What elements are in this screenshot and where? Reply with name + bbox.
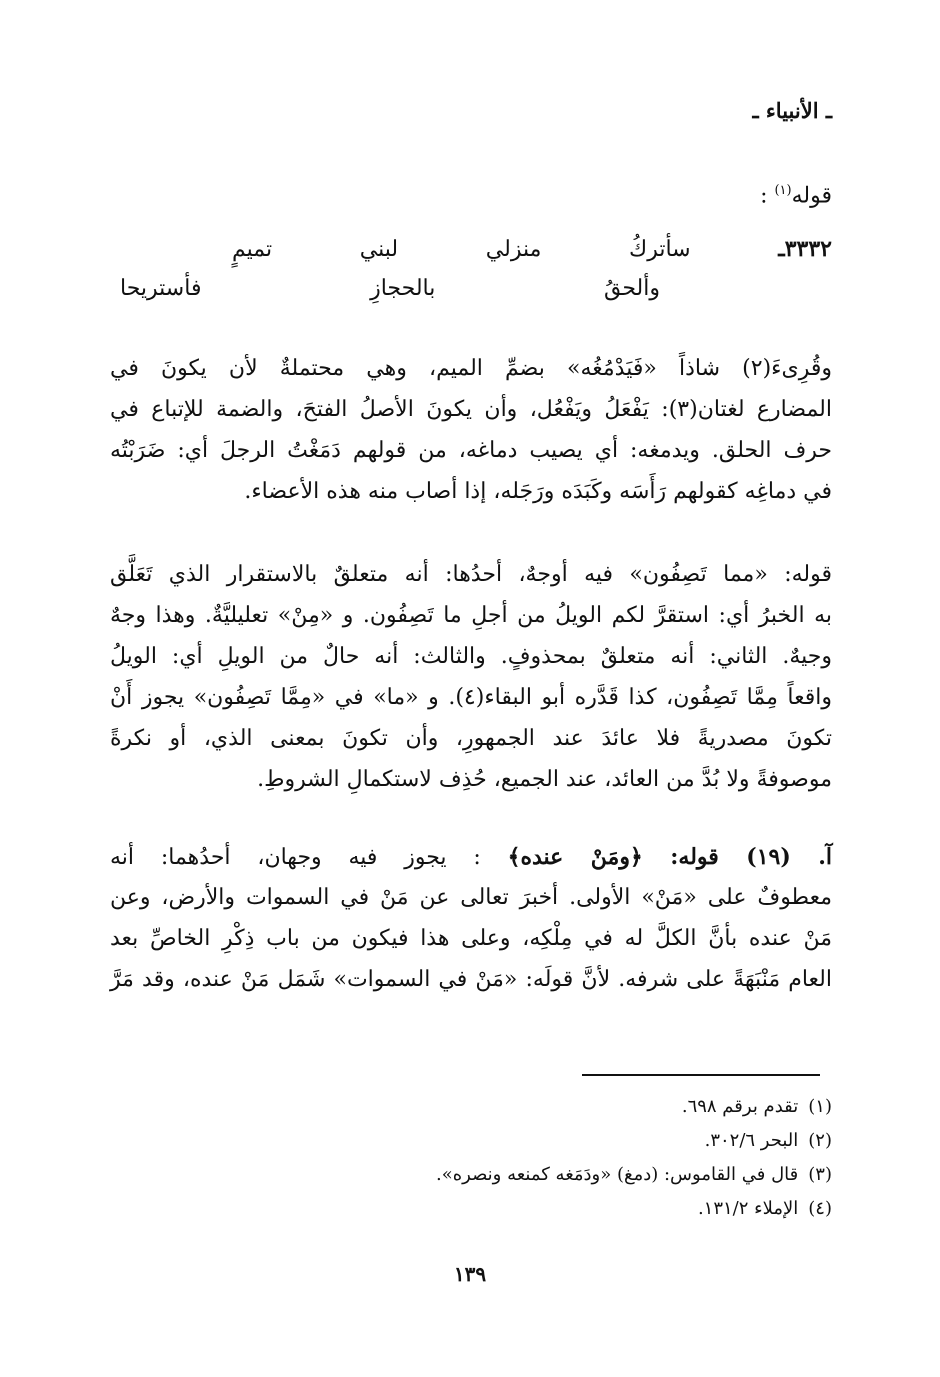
lead-rest: : يجوز فيه وجهان، أحدُهما: أنه bbox=[110, 845, 481, 870]
paragraph-line: حرف الحلق. ويدمغه: أي يصيب دماغه، من قولهم دَمَغْتُ الرجلَ أي: ضَرَبْتُه bbox=[110, 438, 832, 463]
footnote-number: (٤) bbox=[808, 1198, 832, 1219]
footnote bbox=[436, 1160, 832, 1190]
paragraph-line: قوله: «مما تَصِفُون» فيه أوجهٌ، أحدُها: أنه متعلقٌ بالاستقرار الذي تَعَلَّق bbox=[110, 562, 832, 587]
paragraph-line: مَنْ عنده بأنَّ الكلَّ له في مِلْكِه، وعلى هذا فيكون من باب ذِكْرِ الخاصِّ بعد bbox=[110, 926, 832, 951]
paragraph-line: وقُرِىءَ(٢) شاذاً «فَيَدْمُغُه» بضمِّ الميم، وهي محتملةٌ لأن يكونَ في bbox=[110, 356, 832, 381]
paragraph-line: العام مَنْبَهَةً على شرفه. لأنَّ قولَه: «مَنْ في السموات» شَمَل مَنْ عنده، وقد مَرَّ bbox=[110, 967, 832, 992]
footnote-ref: (١) bbox=[774, 183, 792, 198]
footnote-text: تقدم برقم ٦٩٨. bbox=[681, 1096, 799, 1117]
footnote-text: قال في القاموس: (دمغ) «ودَمَغه كمنعه ونصره». bbox=[435, 1164, 799, 1185]
verse-reference: آ. (١٩) قوله: ﴿ومَنْ عنده﴾ bbox=[507, 844, 832, 870]
verse-line-2: وألحقُ بالحجازِ فأستريحا bbox=[120, 276, 660, 301]
intro-text: قوله bbox=[791, 183, 832, 209]
footnote bbox=[705, 1126, 832, 1156]
footnote-text: الإملاء ١٣١/٢. bbox=[697, 1198, 799, 1219]
paragraph-line: به الخبرُ أي: استقرَّ لكم الويلُ من أجلِ ما تَصِفُون. و «مِنْ» تعليليَّةٌ. وهذا وجهٌ bbox=[110, 603, 832, 628]
footnote-number: (٣) bbox=[808, 1164, 832, 1185]
paragraph-lead-line bbox=[110, 838, 832, 876]
footnote-text: البحر ٣٠٢/٦. bbox=[704, 1130, 799, 1151]
paragraph-line: في دماغِه كقولهم رَأَسَه وكَبَدَه ورَجَله، إذا أصاب منه هذه الأعضاء. bbox=[244, 479, 832, 504]
footnote-separator bbox=[582, 1074, 820, 1076]
footnote-number: (١) bbox=[808, 1096, 832, 1117]
paragraph-line: واقعاً مِمَّا تَصِفُون، كذا قَدَّره أبو البقاء(٤). و «ما» في «مِمَّا تَصِفُون» يجوز أَنْ bbox=[110, 685, 832, 710]
verse-line-1 bbox=[232, 230, 832, 268]
paragraph-line: وجيهٌ. الثاني: أنه متعلقٌ بمحذوفٍ. والثالث: أنه حالٌ من الويلِ أي: الويلُ bbox=[110, 644, 832, 669]
paragraph-line: تكونَ مصدريةً فلا عائدَ عند الجمهورِ، وأن تكونَ بمعنى الذي، أو نكرةً bbox=[110, 726, 832, 751]
paragraph-line: معطوفٌ على «مَنْ» الأولى. أخبرَ تعالى عن مَنْ في السموات والأرض، وعن bbox=[110, 885, 832, 910]
page-number: ١٣٩ bbox=[453, 1262, 487, 1286]
intro-tail: : bbox=[760, 183, 775, 209]
footnote bbox=[682, 1092, 832, 1122]
paragraph-line: المضارع لغتان(٣): يَفْعَلُ ويَفْعُل، وأن يكونَ الأصلُ الفتحَ، والضمة للإتباع في bbox=[110, 397, 832, 422]
running-header: ـ الأنبياء ـ bbox=[752, 98, 832, 123]
verse-number: ٣٣٣٢ـ bbox=[778, 236, 832, 262]
intro-line bbox=[110, 172, 832, 210]
footnote-number: (٢) bbox=[808, 1130, 832, 1151]
paragraph-line: موصوفةً ولا بُدَّ من العائد، عند الجميع، حُذِف لاستكمالِ الشروطِ. bbox=[257, 767, 832, 792]
footnote bbox=[698, 1194, 832, 1224]
verse-hemistich-1: سأتركُ منزلي لبني تميمٍ bbox=[232, 237, 691, 262]
